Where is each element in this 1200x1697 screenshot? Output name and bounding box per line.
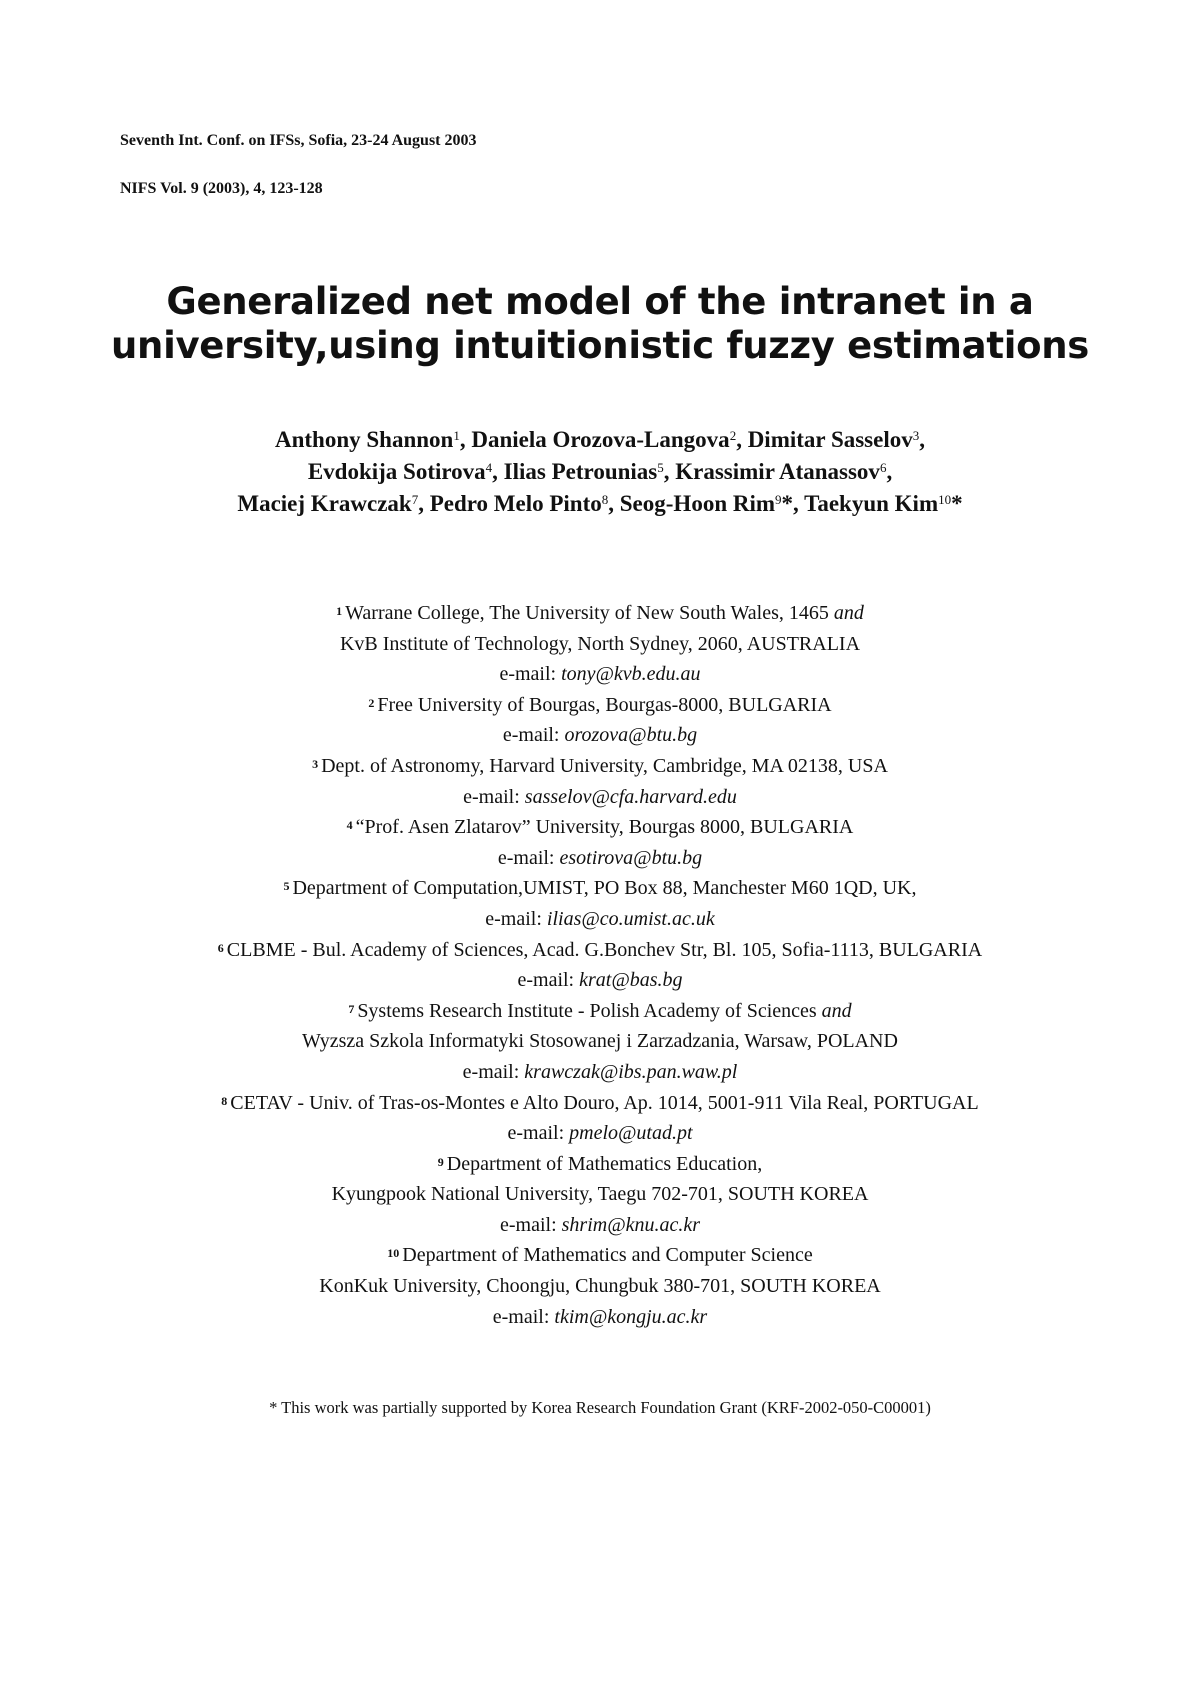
journal-reference: NIFS Vol. 9 (2003), 4, 123-128 <box>120 180 323 197</box>
affiliation-1-email: e-mail: tony@kvb.edu.au <box>499 663 701 686</box>
affiliation-list <box>0 598 1200 1332</box>
email-link[interactable]: shrim@knu.ac.kr <box>561 1213 701 1236</box>
author-affil-mark: 3 <box>912 428 920 443</box>
author-affil-mark: 9 <box>775 492 782 507</box>
author-affil-mark: 6 <box>879 460 887 475</box>
author-affil-mark: 1 <box>453 428 460 443</box>
author-affil-mark: 4 <box>485 460 493 475</box>
affiliation-1-line: $^1$ Warrane College, The University of New South Wales, 1465 and <box>336 602 864 624</box>
author-name: Anthony Shannon <box>275 427 454 452</box>
affiliation-7-email: e-mail: krawczak@ibs.pan.waw.pl <box>462 1060 738 1083</box>
affiliation-7-line: $^7$ Systems Research Institute - Polish Academy of Sciences and <box>348 999 852 1022</box>
affiliation-3-line: $^3$ Dept. of Astronomy, Harvard University, Cambridge, MA 02138, USA <box>312 754 888 777</box>
author-line-3: Maciej Krawczak$^7$, Pedro Melo Pinto$^8$, Seog-Hoon Rim$^9$*, Taekyun Kim$^{10}$* <box>237 491 963 516</box>
email-link[interactable]: krawczak@ibs.pan.waw.pl <box>524 1060 738 1083</box>
affiliation-6-email: e-mail: krat@bas.bg <box>517 969 683 992</box>
author-line-2: Evdokija Sotirova$^4$, Ilias Petrounias$^5$, Krassimir Atanassov$^6$, <box>307 459 893 484</box>
funding-footnote: * This work was partially supported by Korea Research Foundation Grant (KRF-2002-050-C00001) <box>269 1398 931 1417</box>
affiliation-10-email: e-mail: tkim@kongju.ac.kr <box>492 1305 708 1328</box>
affiliation-1-line-2: KvB Institute of Technology, North Sydney, 2060, AUSTRALIA <box>339 632 861 655</box>
author-name: Dimitar Sasselov <box>747 427 913 452</box>
author-affil-mark: 2 <box>729 428 737 443</box>
affiliation-3-email: e-mail: sasselov@cfa.harvard.edu <box>463 785 737 808</box>
author-name: Pedro Melo Pinto <box>429 491 602 516</box>
affiliation-4-email: e-mail: esotirova@btu.bg <box>497 846 703 869</box>
affiliation-2-email: e-mail: orozova@btu.bg <box>502 724 698 747</box>
author-affil-mark: 7 <box>411 492 419 507</box>
paper-title <box>0 280 1200 368</box>
author-name: Evdokija Sotirova <box>307 459 486 484</box>
affiliation-10-line-2: KonKuk University, Choongju, Chungbuk 380-701, SOUTH KOREA <box>319 1275 881 1298</box>
email-link[interactable]: pmelo@utad.pt <box>569 1122 693 1145</box>
affiliation-8-line: $^8$ CETAV - Univ. of Tras-os-Montes e Alto Douro, Ap. 1014, 5001-911 Vila Real, PORTUGAL <box>221 1091 979 1114</box>
affiliation-7-line-2: Wyzsza Szkola Informatyki Stosowanej i Zarzadzania, Warsaw, POLAND <box>302 1030 898 1053</box>
conference-header: Seventh Int. Conf. on IFSs, Sofia, 23-24 August 2003 <box>120 132 477 149</box>
author-name: Krassimir Atanassov <box>675 459 880 484</box>
email-link[interactable]: esotirova@btu.bg <box>559 846 703 869</box>
title-line-1: Generalized net model of the intranet in a <box>166 280 1034 323</box>
affiliation-10-line: $^{10}$ Department of Mathematics and Computer Science <box>387 1244 813 1267</box>
author-name: Seog-Hoon Rim <box>619 491 776 516</box>
affiliation-9-line-2: Kyungpook National University, Taegu 702-701, SOUTH KOREA <box>331 1183 869 1206</box>
affiliation-9-line: $^9$ Department of Mathematics Education, <box>437 1152 763 1175</box>
author-line-1: Anthony Shannon$^1$, Daniela Orozova-Langova$^2$, Dimitar Sasselov$^3$, <box>275 427 925 452</box>
author-affil-mark: 10 <box>938 492 952 507</box>
author-affil-mark: 8 <box>601 492 609 507</box>
author-affil-mark: 5 <box>657 460 664 475</box>
affiliation-5-email: e-mail: ilias@co.umist.ac.uk <box>485 907 715 930</box>
affiliation-9-email: e-mail: shrim@knu.ac.kr <box>499 1213 701 1236</box>
author-name: Ilias Petrounias <box>503 459 658 484</box>
author-name: Daniela Orozova-Langova <box>471 427 730 452</box>
affiliation-6-line: $^6$ CLBME - Bul. Academy of Sciences, Acad. G.Bonchev Str, Bl. 105, Sofia-1113, BULGARIA <box>217 938 983 961</box>
author-list <box>0 424 1200 520</box>
email-link[interactable]: tkim@kongju.ac.kr <box>554 1305 708 1328</box>
affiliation-8-email: e-mail: pmelo@utad.pt <box>507 1122 693 1145</box>
email-link[interactable]: orozova@btu.bg <box>564 724 698 747</box>
email-link[interactable]: krat@bas.bg <box>579 969 683 992</box>
author-name: Maciej Krawczak <box>237 491 412 516</box>
email-link[interactable]: ilias@co.umist.ac.uk <box>546 907 715 930</box>
email-link[interactable]: sasselov@cfa.harvard.edu <box>524 785 737 808</box>
email-link[interactable]: tony@kvb.edu.au <box>561 663 701 686</box>
title-line-2: university,using intuitionistic fuzzy estimations <box>111 324 1089 367</box>
affiliation-5-line: $^5$ Department of Computation,UMIST, PO Box 88, Manchester M60 1QD, UK, <box>283 877 917 900</box>
affiliation-2-line: $^2$ Free University of Bourgas, Bourgas-8000, BULGARIA <box>368 693 832 716</box>
affiliation-4-line: $^4$ “Prof. Asen Zlatarov” University, Bourgas 8000, BULGARIA <box>346 816 854 839</box>
author-name: Taekyun Kim <box>804 491 939 516</box>
